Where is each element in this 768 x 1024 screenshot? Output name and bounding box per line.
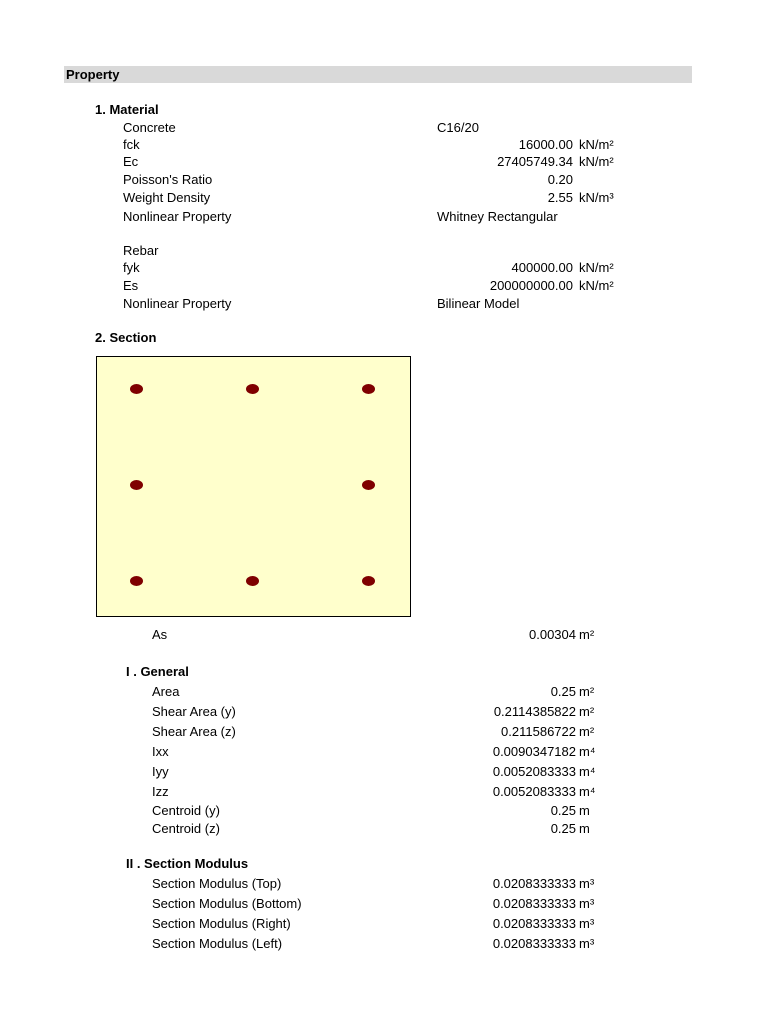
weight-density-value: 2.55 — [547, 190, 573, 205]
concrete-value: C16/20 — [437, 120, 479, 135]
ixx-unit: m⁴ — [579, 744, 596, 759]
as-unit: m² — [579, 627, 595, 642]
header-bar — [64, 66, 692, 83]
iyy-unit: m⁴ — [579, 764, 596, 779]
fck-label: fck — [123, 137, 140, 152]
material-heading: 1. Material — [95, 102, 159, 117]
rebar-dot — [130, 384, 143, 394]
izz-unit: m⁴ — [579, 784, 596, 799]
modulus-bottom-value: 0.0208333333 — [492, 896, 576, 911]
ec-value: 27405749.34 — [497, 154, 573, 169]
rebar-dot — [362, 480, 375, 490]
general-heading: I . General — [126, 664, 189, 679]
shear-area-y-label: Shear Area (y) — [152, 704, 236, 719]
modulus-left-unit: m³ — [579, 936, 595, 951]
rebar-dot — [130, 480, 143, 490]
rebar-dot — [362, 384, 375, 394]
poisson-label: Poisson's Ratio — [123, 172, 213, 187]
ixx-label: Ixx — [152, 744, 169, 759]
centroid-z-value: 0.25 — [550, 821, 576, 836]
weight-density-label: Weight Density — [123, 190, 211, 205]
centroid-y-value: 0.25 — [550, 803, 576, 818]
shear-area-y-unit: m² — [579, 704, 595, 719]
centroid-y-unit: m — [579, 803, 590, 818]
nonlinear-concrete-label: Nonlinear Property — [123, 209, 232, 224]
as-value: 0.00304 — [529, 627, 576, 642]
modulus-right-label: Section Modulus (Right) — [152, 916, 291, 931]
area-value: 0.25 — [550, 684, 576, 699]
area-unit: m² — [579, 684, 595, 699]
nonlinear-concrete-value: Whitney Rectangular — [437, 209, 558, 224]
rebar-dot — [130, 576, 143, 586]
modulus-right-value: 0.0208333333 — [492, 916, 576, 931]
rebar-dot — [362, 576, 375, 586]
izz-label: Izz — [152, 784, 169, 799]
shear-area-z-unit: m² — [579, 724, 595, 739]
rebar-dot — [246, 576, 259, 586]
page-title: Property — [66, 67, 120, 82]
fyk-label: fyk — [123, 260, 140, 275]
modulus-left-label: Section Modulus (Left) — [152, 936, 283, 951]
fyk-unit: kN/m² — [579, 260, 614, 275]
ixx-value: 0.0090347182 — [492, 744, 576, 759]
nonlinear-rebar-value: Bilinear Model — [437, 296, 520, 311]
es-value: 200000000.00 — [489, 278, 573, 293]
centroid-z-unit: m — [579, 821, 590, 836]
section-heading: 2. Section — [95, 330, 157, 345]
concrete-label: Concrete — [123, 120, 176, 135]
shear-area-y-value: 0.2114385822 — [493, 704, 576, 719]
shear-area-z-value: 0.211586722 — [501, 724, 576, 739]
modulus-bottom-label: Section Modulus (Bottom) — [152, 896, 302, 911]
modulus-right-unit: m³ — [579, 916, 595, 931]
rebar-dot — [246, 384, 259, 394]
poisson-value: 0.20 — [547, 172, 573, 187]
centroid-z-label: Centroid (z) — [152, 821, 220, 836]
iyy-value: 0.0052083333 — [492, 764, 576, 779]
es-unit: kN/m² — [579, 278, 614, 293]
modulus-bottom-unit: m³ — [579, 896, 595, 911]
rebar-label: Rebar — [123, 243, 159, 258]
modulus-top-label: Section Modulus (Top) — [152, 876, 282, 891]
area-label: Area — [152, 684, 180, 699]
fck-value: 16000.00 — [518, 137, 573, 152]
weight-density-unit: kN/m³ — [579, 190, 614, 205]
modulus-left-value: 0.0208333333 — [492, 936, 576, 951]
section-modulus-heading: II . Section Modulus — [126, 856, 249, 871]
section-drawing — [96, 356, 411, 617]
ec-label: Ec — [123, 154, 139, 169]
ec-unit: kN/m² — [579, 154, 614, 169]
fck-unit: kN/m² — [579, 137, 614, 152]
izz-value: 0.0052083333 — [492, 784, 576, 799]
centroid-y-label: Centroid (y) — [152, 803, 220, 818]
modulus-top-value: 0.0208333333 — [492, 876, 576, 891]
iyy-label: Iyy — [152, 764, 169, 779]
as-label: As — [152, 627, 168, 642]
fyk-value: 400000.00 — [511, 260, 573, 275]
modulus-top-unit: m³ — [579, 876, 595, 891]
es-label: Es — [123, 278, 139, 293]
nonlinear-rebar-label: Nonlinear Property — [123, 296, 232, 311]
shear-area-z-label: Shear Area (z) — [152, 724, 236, 739]
